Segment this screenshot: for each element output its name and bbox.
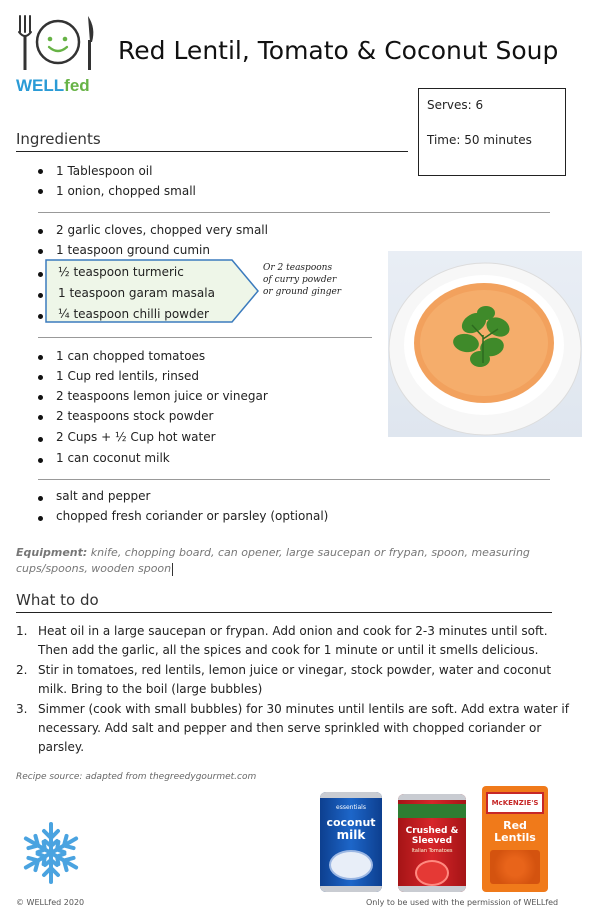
step-line: Then add the garlic, all the spices and cook for 1 minute or until it smells delicious.	[38, 643, 539, 657]
equipment-line-2	[16, 561, 576, 577]
group-divider	[38, 337, 372, 338]
bullet	[38, 293, 43, 298]
permission-note: Only to be used with the permission of WELLfed	[366, 898, 559, 907]
serves-text: Serves: 6	[427, 98, 484, 112]
bag-name-2: Lentils	[494, 831, 536, 844]
bullet	[38, 458, 43, 463]
bullet	[38, 415, 43, 420]
recipe-title: Red Lentil, Tomato & Coconut Soup	[118, 36, 559, 65]
recipe-source: Recipe source: adapted from thegreedygourmet.com	[16, 772, 257, 782]
bullet	[38, 395, 43, 400]
method-rule	[16, 612, 552, 613]
method-step	[16, 661, 551, 699]
can-name-2: milk	[336, 828, 366, 842]
can-name-1: Crushed &	[405, 826, 459, 836]
ingredient-item: ½ teaspoon turmeric	[58, 265, 184, 279]
ingredient-item: salt and pepper	[56, 489, 151, 503]
bag-brand: McKENZIE'S	[491, 799, 539, 807]
copyright: © WELLfed 2020	[16, 898, 85, 907]
ingredient-item: 2 garlic cloves, chopped very small	[56, 223, 268, 237]
ingredient-item: 2 teaspoons stock powder	[56, 409, 214, 423]
step-line: Simmer (cook with small bubbles) for 30 minutes until lentils are soft. Add extra water if	[38, 702, 569, 716]
bullet	[38, 189, 43, 194]
time-text: Time: 50 minutes	[427, 133, 532, 147]
ingredient-item: 1 Cup red lentils, rinsed	[56, 369, 200, 383]
ingredient-item: 1 can chopped tomatoes	[56, 349, 206, 363]
brand-wordmark	[16, 76, 96, 96]
logo	[16, 12, 96, 95]
can-name-3: Italian Tomatoes	[411, 848, 453, 854]
lentils-bag	[482, 786, 548, 892]
bullet	[38, 375, 43, 380]
serves-time-box	[418, 88, 566, 176]
ingredient-item: chopped fresh coriander or parsley (optional)	[56, 509, 329, 523]
coconut-milk-can	[320, 792, 382, 892]
ingredient-item: 2 teaspoons lemon juice or vinegar	[56, 389, 268, 403]
step-line: Stir in tomatoes, red lentils, lemon juice or vinegar, stock powder, water and coconut	[38, 663, 552, 677]
snowflake-icon	[18, 820, 84, 886]
ingredients-rule	[16, 151, 408, 152]
note-line: Or 2 teaspoons	[263, 263, 333, 273]
can-band	[398, 804, 466, 818]
brand-part2: fed	[64, 76, 90, 95]
ingredient-item: 1 teaspoon ground cumin	[56, 243, 210, 257]
can-name-1: coconut	[326, 816, 376, 829]
step-number: 2.	[16, 663, 28, 677]
group-divider	[38, 212, 550, 213]
equipment-items-2: cups/spoons, wooden spoon	[16, 562, 172, 575]
tomato-illustration	[415, 860, 449, 886]
method-step	[16, 700, 569, 757]
bullet	[38, 229, 43, 234]
method-step	[16, 622, 548, 660]
group-divider	[38, 479, 550, 480]
bullet	[38, 355, 43, 360]
bag-name-1: Red	[503, 819, 527, 832]
equipment-items: knife, chopping board, can opener, large saucepan or frypan, spoon, measuring	[87, 546, 530, 559]
note-line: or ground ginger	[263, 287, 342, 297]
can-brand: essentials	[336, 804, 366, 811]
step-number: 1.	[16, 624, 28, 638]
equipment-line-1	[16, 545, 576, 561]
method-heading: What to do	[16, 591, 99, 609]
equipment-text	[16, 545, 576, 577]
equipment-label: Equipment:	[16, 546, 88, 559]
ingredient-item: 1 onion, chopped small	[56, 184, 196, 198]
ingredient-item: 2 Cups + ½ Cup hot water	[56, 430, 216, 444]
step-line: Heat oil in a large saucepan or frypan. Add onion and cook for 2-3 minutes until soft.	[38, 624, 548, 638]
spice-alternative-note	[263, 262, 341, 298]
step-line: parsley.	[38, 740, 85, 754]
note-line: of curry powder	[263, 275, 337, 285]
bullet	[38, 249, 43, 254]
ingredient-item: 1 Tablespoon oil	[56, 164, 153, 178]
step-line: necessary. Add salt and pepper and then serve sprinkled with chopped coriander or	[38, 721, 542, 735]
bullet	[38, 272, 43, 277]
bullet	[38, 169, 43, 174]
ingredient-item: 1 teaspoon garam masala	[58, 286, 215, 300]
tomato-can	[398, 794, 466, 892]
bullet	[38, 496, 43, 501]
brand-part1: WELL	[16, 76, 65, 95]
lentils-window	[490, 850, 540, 884]
plate-fork-knife-icon	[16, 12, 96, 74]
step-number: 3.	[16, 702, 28, 716]
step-line: milk. Bring to the boil (large bubbles)	[38, 682, 263, 696]
ingredients-heading: Ingredients	[16, 130, 101, 148]
bullet	[38, 314, 43, 319]
soup-bowl-image	[388, 251, 582, 437]
ingredient-item: ¼ teaspoon chilli powder	[58, 307, 209, 321]
coconut-illustration	[329, 850, 373, 880]
bullet	[38, 516, 43, 521]
bag-logo	[486, 792, 544, 814]
can-name-2: Sleeved	[411, 836, 453, 846]
bullet	[38, 437, 43, 442]
ingredient-item: 1 can coconut milk	[56, 451, 170, 465]
text-cursor	[172, 563, 173, 576]
